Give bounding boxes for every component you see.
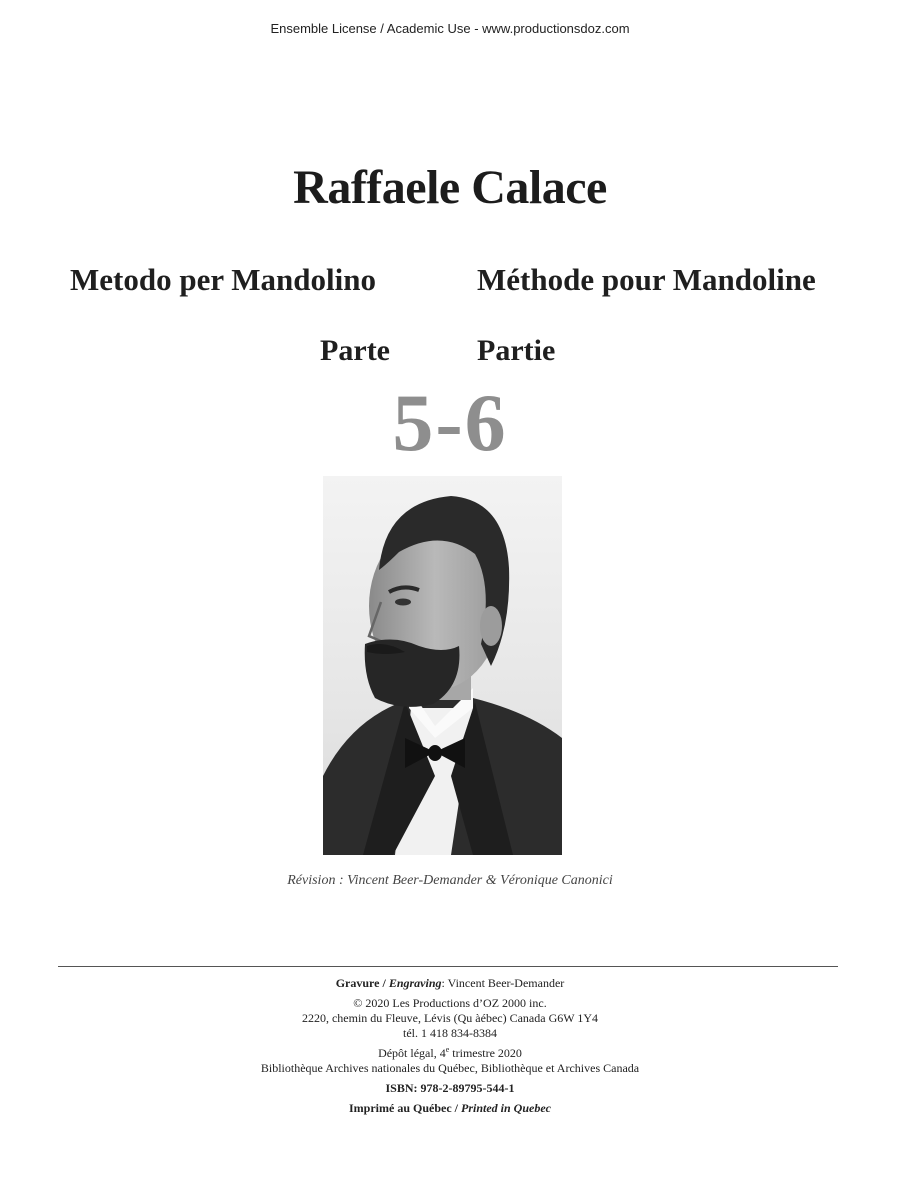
copyright: © 2020 Les Productions d’OZ 2000 inc.: [353, 996, 547, 1010]
address: 2220, chemin du Fleuve, Lévis (Qu àébec) Canada G6W 1Y4: [301, 1011, 599, 1025]
composer-name: Raffaele Calace: [293, 161, 607, 214]
libraries: Bibliothèque Archives nationales du Québec, Bibliothèque et Archives Canada: [260, 1061, 640, 1075]
colophon: [0, 976, 900, 1116]
divider-rule: [58, 966, 838, 967]
license-notice: Ensemble License / Academic Use - www.productionsdoz.com: [270, 21, 630, 36]
legal-deposit: Dépôt légal, 4e trimestre 2020: [378, 1045, 522, 1060]
title-italian: Metodo per Mandolino: [70, 262, 376, 297]
isbn: ISBN: 978-2-89795-544-1: [385, 1081, 515, 1095]
phone: tél. 1 418 834-8384: [403, 1026, 497, 1040]
part-label-french: Partie: [477, 334, 556, 367]
part-number: 5-6: [392, 377, 508, 468]
printed-in: Imprimé au Québec / Printed in Quebec: [349, 1101, 551, 1115]
revision-credit: Révision : Vincent Beer-Demander & Véronique Canonici: [287, 873, 613, 888]
engraving-credit: Gravure / Engraving: Vincent Beer-Demander: [335, 976, 565, 990]
composer-portrait: [323, 476, 562, 855]
title-french: Méthode pour Mandoline: [477, 262, 816, 297]
part-label-italian: Parte: [320, 334, 390, 367]
